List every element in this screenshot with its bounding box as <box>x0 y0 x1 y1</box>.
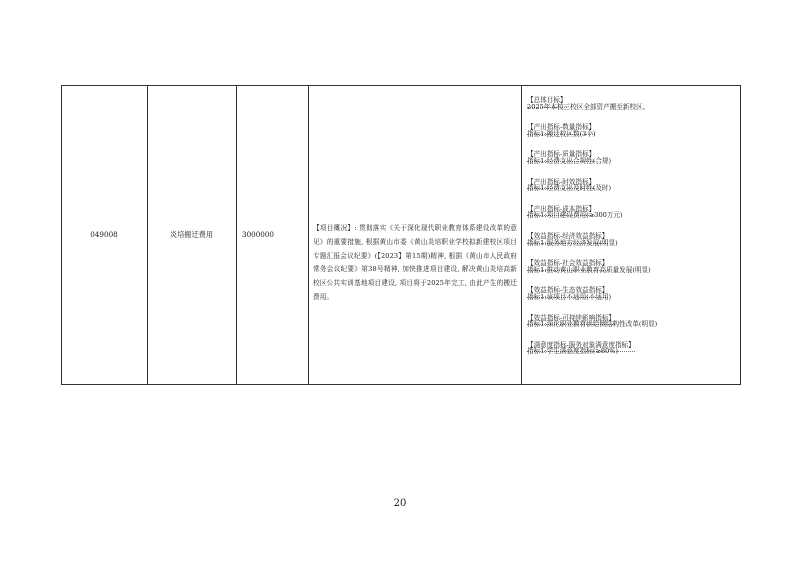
page-number: 20 <box>393 498 407 509</box>
indicator-item: 指标1:推动黄山职业教育高质量发展(明显) <box>527 265 651 274</box>
project-code-cell: 049008 <box>90 230 118 239</box>
indicator-heading: 【满意度指标-服务对象满意度指标】 <box>527 339 635 353</box>
indicator-heading: 【效益指标-经济效益指标】 <box>527 230 608 244</box>
indicator-heading: 【产出指标-数量指标】 <box>527 121 595 135</box>
project-amount-cell: 3000000 <box>242 230 275 239</box>
indicator-heading: 【产出指标-质量指标】 <box>527 148 595 162</box>
performance-indicators-cell <box>527 87 739 359</box>
indicator-heading: 【总体目标】 <box>527 94 567 108</box>
indicator-heading: 【效益指标-可持续影响指标】 <box>527 312 615 326</box>
indicator-item: 指标1:项目建设费用(≥300万元) <box>527 211 623 220</box>
indicator-heading: 【效益指标-生态效益指标】 <box>527 284 608 298</box>
indicator-heading: 【效益指标-社会效益指标】 <box>527 257 608 271</box>
column-divider <box>521 85 522 385</box>
indicator-item: 指标1:经费支出及时性(及时) <box>527 184 612 193</box>
indicator-item: 指标1:搬迁校区数(3个) <box>527 129 596 138</box>
project-name-cell: 炎培搬迁费用 <box>169 230 214 239</box>
indicator-item: 指标1:深化职业教育供给侧结构性改革(明显) <box>527 320 658 329</box>
indicator-item: 指标1:该项目不适用(不适用) <box>527 292 612 301</box>
project-table <box>61 85 741 385</box>
project-overview-cell: 【项目概况】: 贯彻落实《关于深化现代职业教育体系建设改革的意见》的重要措施, 根据黄山市委《黄山炎培职业学校拟新建校区项目专题汇报会议纪要》(【2023】第15期)精神, 根据《黄山市人民政府常务会议纪要》第38号精神, 加快推进项目建设, 解决黄山炎培高新校区公共实训基地项目建设, 项目将于2025年完工, 由此产生的搬迁费用。 <box>313 224 517 301</box>
indicator-item: 2025年本校三校区全部资产搬至新校区。 <box>527 102 650 111</box>
table-bottom-border <box>61 384 741 385</box>
indicator-item: 指标1:经费支出合规性(合规) <box>527 156 612 165</box>
indicator-item: 指标1:服务地方经济发展(明显) <box>527 238 618 247</box>
indicator-heading: 【产出指标-时效指标】 <box>527 176 595 190</box>
table-top-border <box>61 85 741 86</box>
indicator-item: 指标1:学生满意度指标(≥80%) <box>527 347 619 356</box>
column-divider <box>308 85 309 385</box>
indicator-heading: 【产出指标-成本指标】 <box>527 203 595 217</box>
column-divider <box>740 85 741 385</box>
